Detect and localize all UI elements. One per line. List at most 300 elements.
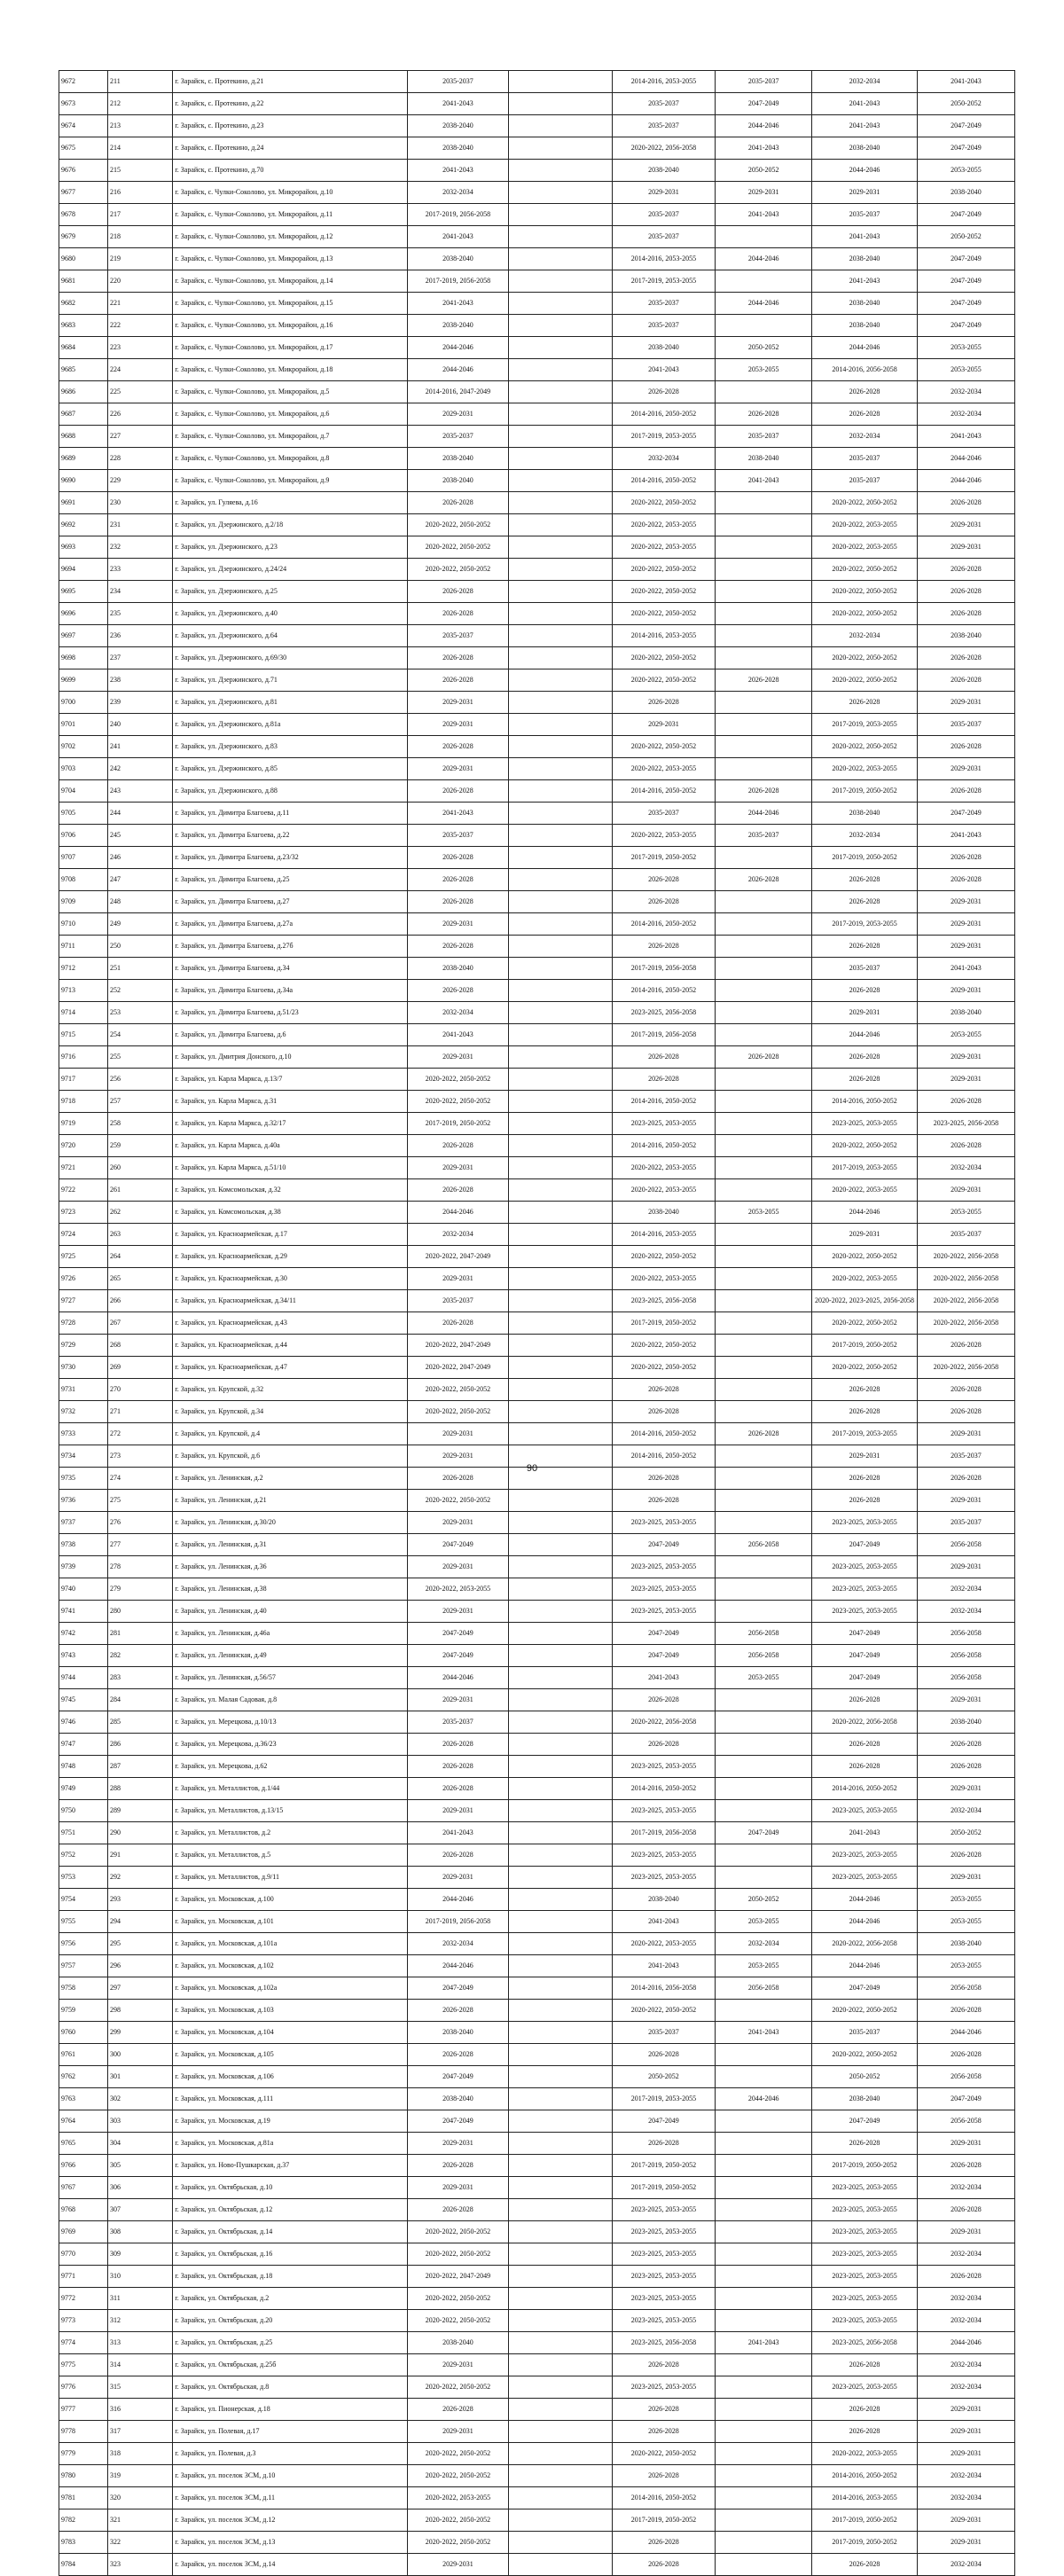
cell-address: г. Зарайск, ул. Дзержинского, д.69/30: [173, 647, 407, 669]
cell-row-number: 9673: [59, 93, 108, 115]
table-row: [59, 1246, 1015, 1268]
table-row: [59, 1556, 1015, 1578]
cell-item-number: 228: [108, 448, 173, 470]
cell-row-number: 9730: [59, 1357, 108, 1379]
cell-period-col-6: 2041-2043: [917, 825, 1014, 847]
cell-period-col-4: [716, 625, 812, 647]
cell-address: г. Зарайск, ул. Полевая, д.3: [173, 2443, 407, 2465]
cell-period-col-5: 2041-2043: [812, 226, 918, 248]
cell-item-number: 278: [108, 1556, 173, 1578]
cell-period-col-2: [509, 359, 613, 381]
cell-period-col-2: [509, 1113, 613, 1135]
cell-period-col-5: 2026-2028: [812, 1689, 918, 1711]
cell-address: г. Зарайск, ул. Димитра Благоева, д.6: [173, 1024, 407, 1046]
cell-period-col-2: [509, 2022, 613, 2044]
table-row: [59, 1113, 1015, 1135]
cell-period-col-6: 2032-2034: [917, 2376, 1014, 2399]
cell-period-col-1: 2044-2046: [407, 359, 508, 381]
cell-period-col-1: 2047-2049: [407, 2066, 508, 2088]
cell-period-col-2: [509, 936, 613, 958]
table-row: [59, 2044, 1015, 2066]
table-row: [59, 2221, 1015, 2243]
cell-period-col-3: 2023-2025, 2053-2055: [612, 1756, 716, 1778]
cell-period-col-3: 2047-2049: [612, 1623, 716, 1645]
cell-period-col-5: 2014-2016, 2053-2055: [812, 2487, 918, 2509]
cell-period-col-1: 2029-2031: [407, 1689, 508, 1711]
cell-row-number: 9781: [59, 2487, 108, 2509]
cell-period-col-4: 2044-2046: [716, 248, 812, 270]
cell-period-col-3: 2020-2022, 2053-2055: [612, 1179, 716, 1202]
cell-period-col-6: 2050-2052: [917, 1822, 1014, 1844]
cell-item-number: 245: [108, 825, 173, 847]
cell-period-col-1: 2044-2046: [407, 1955, 508, 1977]
cell-period-col-2: [509, 426, 613, 448]
cell-period-col-4: 2056-2058: [716, 1623, 812, 1645]
cell-period-col-4: 2032-2034: [716, 1933, 812, 1955]
cell-item-number: 310: [108, 2266, 173, 2288]
cell-period-col-5: 2041-2043: [812, 1822, 918, 1844]
cell-period-col-5: 2017-2019, 2050-2052: [812, 2155, 918, 2177]
cell-period-col-4: [716, 1091, 812, 1113]
table-row: [59, 359, 1015, 381]
cell-period-col-6: 2047-2049: [917, 2088, 1014, 2110]
cell-item-number: 261: [108, 1179, 173, 1202]
cell-address: г. Зарайск, ул. Дзержинского, д.40: [173, 603, 407, 625]
cell-item-number: 246: [108, 847, 173, 869]
cell-period-col-2: [509, 1933, 613, 1955]
cell-period-col-1: 2026-2028: [407, 492, 508, 514]
cell-period-col-4: 2056-2058: [716, 1977, 812, 2000]
cell-address: г. Зарайск, с. Чулки-Соколово, ул. Микрорайон, д.14: [173, 270, 407, 293]
cell-address: г. Зарайск, ул. Дзержинского, д.25: [173, 581, 407, 603]
cell-period-col-2: [509, 1490, 613, 1512]
cell-period-col-5: 2038-2040: [812, 2088, 918, 2110]
cell-row-number: 9719: [59, 1113, 108, 1135]
cell-period-col-1: 2020-2022, 2047-2049: [407, 2266, 508, 2288]
cell-item-number: 296: [108, 1955, 173, 1977]
cell-period-col-1: 2020-2022, 2050-2052: [407, 1379, 508, 1401]
cell-period-col-4: 2047-2049: [716, 93, 812, 115]
cell-period-col-5: 2020-2022, 2050-2052: [812, 603, 918, 625]
cell-row-number: 9740: [59, 1578, 108, 1601]
cell-row-number: 9691: [59, 492, 108, 514]
cell-period-col-3: 2026-2028: [612, 1468, 716, 1490]
table-row: [59, 71, 1015, 93]
table-row: [59, 581, 1015, 603]
cell-period-col-5: 2029-2031: [812, 1224, 918, 1246]
cell-address: г. Зарайск, ул. Московская, д.100: [173, 1889, 407, 1911]
cell-period-col-2: [509, 2110, 613, 2133]
cell-address: г. Зарайск, ул. Дзержинского, д.81: [173, 692, 407, 714]
cell-row-number: 9701: [59, 714, 108, 736]
cell-period-col-5: 2020-2022, 2053-2055: [812, 1179, 918, 1202]
cell-row-number: 9768: [59, 2199, 108, 2221]
cell-address: г. Зарайск, ул. Октябрьская, д.18: [173, 2266, 407, 2288]
cell-period-col-2: [509, 2177, 613, 2199]
cell-period-col-3: 2038-2040: [612, 1202, 716, 1224]
cell-period-col-2: [509, 1578, 613, 1601]
cell-period-col-4: [716, 2509, 812, 2532]
cell-period-col-6: 2047-2049: [917, 137, 1014, 160]
cell-address: г. Зарайск, ул. Ленинская, д.56/57: [173, 1667, 407, 1689]
cell-row-number: 9700: [59, 692, 108, 714]
cell-item-number: 322: [108, 2532, 173, 2554]
cell-address: г. Зарайск, ул. Октябрьская, д.8: [173, 2376, 407, 2399]
cell-period-col-1: 2020-2022, 2050-2052: [407, 2221, 508, 2243]
cell-item-number: 253: [108, 1002, 173, 1024]
cell-period-col-6: 2029-2031: [917, 2509, 1014, 2532]
cell-period-col-5: 2014-2016, 2056-2058: [812, 359, 918, 381]
cell-period-col-4: [716, 2221, 812, 2243]
cell-period-col-1: 2029-2031: [407, 1046, 508, 1069]
cell-period-col-3: 2026-2028: [612, 381, 716, 403]
cell-row-number: 9765: [59, 2133, 108, 2155]
cell-period-col-1: 2026-2028: [407, 736, 508, 758]
cell-address: г. Зарайск, ул. Димитра Благоева, д.34: [173, 958, 407, 980]
cell-period-col-6: 2047-2049: [917, 293, 1014, 315]
table-row: [59, 1867, 1015, 1889]
cell-address: г. Зарайск, с. Чулки-Соколово, ул. Микрорайон, д.9: [173, 470, 407, 492]
cell-item-number: 301: [108, 2066, 173, 2088]
cell-period-col-2: [509, 692, 613, 714]
cell-row-number: 9760: [59, 2022, 108, 2044]
cell-row-number: 9724: [59, 1224, 108, 1246]
cell-period-col-2: [509, 204, 613, 226]
table-row: [59, 1977, 1015, 2000]
cell-period-col-6: 2029-2031: [917, 1556, 1014, 1578]
cell-period-col-2: [509, 2288, 613, 2310]
cell-address: г. Зарайск, с. Чулки-Соколово, ул. Микрорайон, д.6: [173, 403, 407, 426]
cell-period-col-5: 2020-2022, 2050-2052: [812, 559, 918, 581]
cell-period-col-6: 2026-2028: [917, 1844, 1014, 1867]
cell-item-number: 289: [108, 1800, 173, 1822]
cell-row-number: 9684: [59, 337, 108, 359]
cell-item-number: 312: [108, 2310, 173, 2332]
cell-period-col-5: 2029-2031: [812, 182, 918, 204]
cell-period-col-6: 2026-2028: [917, 1135, 1014, 1157]
cell-period-col-5: 2020-2022, 2053-2055: [812, 536, 918, 559]
cell-period-col-4: [716, 2421, 812, 2443]
cell-period-col-2: [509, 160, 613, 182]
cell-period-col-4: 2053-2055: [716, 1202, 812, 1224]
cell-period-col-4: [716, 1157, 812, 1179]
cell-address: г. Зарайск, ул. Дмитрия Донского, д.10: [173, 1046, 407, 1069]
cell-period-col-6: 2029-2031: [917, 1778, 1014, 1800]
table-row: [59, 758, 1015, 780]
cell-row-number: 9773: [59, 2310, 108, 2332]
cell-period-col-3: 2023-2025, 2053-2055: [612, 2376, 716, 2399]
cell-period-col-3: 2023-2025, 2053-2055: [612, 2288, 716, 2310]
cell-address: г. Зарайск, ул. Ленинская, д.2: [173, 1468, 407, 1490]
cell-period-col-3: 2017-2019, 2050-2052: [612, 847, 716, 869]
cell-period-col-1: 2026-2028: [407, 847, 508, 869]
table-row: [59, 647, 1015, 669]
table-row: [59, 426, 1015, 448]
table-row: [59, 137, 1015, 160]
cell-period-col-1: 2029-2031: [407, 692, 508, 714]
cell-item-number: 260: [108, 1157, 173, 1179]
cell-address: г. Зарайск, ул. Крупской, д.32: [173, 1379, 407, 1401]
cell-address: г. Зарайск, ул. Димитра Благоева, д.25: [173, 869, 407, 891]
cell-item-number: 250: [108, 936, 173, 958]
table-row: [59, 2399, 1015, 2421]
cell-period-col-4: 2041-2043: [716, 470, 812, 492]
cell-address: г. Зарайск, с. Протекино, д.70: [173, 160, 407, 182]
cell-period-col-4: [716, 1246, 812, 1268]
cell-period-col-2: [509, 1756, 613, 1778]
cell-period-col-6: 2032-2034: [917, 2243, 1014, 2266]
cell-period-col-6: 2032-2034: [917, 2554, 1014, 2576]
cell-period-col-3: 2020-2022, 2056-2058: [612, 137, 716, 160]
cell-address: г. Зарайск, ул. Октябрьская, д.2: [173, 2288, 407, 2310]
cell-period-col-5: 2035-2037: [812, 204, 918, 226]
cell-period-col-1: 2029-2031: [407, 1556, 508, 1578]
cell-period-col-4: 2041-2043: [716, 137, 812, 160]
cell-address: г. Зарайск, ул. Пионерская, д.18: [173, 2399, 407, 2421]
cell-row-number: 9688: [59, 426, 108, 448]
cell-period-col-6: 2038-2040: [917, 1711, 1014, 1734]
cell-period-col-3: 2020-2022, 2050-2052: [612, 736, 716, 758]
cell-period-col-4: 2053-2055: [716, 1911, 812, 1933]
cell-row-number: 9742: [59, 1623, 108, 1645]
cell-period-col-6: 2020-2022, 2056-2058: [917, 1290, 1014, 1312]
cell-period-col-3: 2026-2028: [612, 1490, 716, 1512]
table-row: [59, 803, 1015, 825]
cell-period-col-3: 2014-2016, 2050-2052: [612, 1091, 716, 1113]
cell-period-col-4: [716, 1135, 812, 1157]
cell-address: г. Зарайск, ул. Димитра Благоева, д.27б: [173, 936, 407, 958]
cell-period-col-6: 2041-2043: [917, 958, 1014, 980]
cell-item-number: 304: [108, 2133, 173, 2155]
cell-period-col-6: 2047-2049: [917, 803, 1014, 825]
cell-row-number: 9779: [59, 2443, 108, 2465]
cell-item-number: 221: [108, 293, 173, 315]
cell-period-col-1: 2047-2049: [407, 1623, 508, 1645]
cell-row-number: 9754: [59, 1889, 108, 1911]
cell-item-number: 272: [108, 1423, 173, 1445]
cell-period-col-3: 2020-2022, 2053-2055: [612, 514, 716, 536]
cell-address: г. Зарайск, ул. Крупской, д.6: [173, 1445, 407, 1468]
cell-period-col-4: [716, 647, 812, 669]
cell-period-col-5: 2023-2025, 2053-2055: [812, 1578, 918, 1601]
cell-item-number: 251: [108, 958, 173, 980]
table-row: [59, 2509, 1015, 2532]
cell-period-col-5: 2020-2022, 2056-2058: [812, 1711, 918, 1734]
table-row: [59, 2199, 1015, 2221]
cell-period-col-5: 2020-2022, 2050-2052: [812, 2044, 918, 2066]
cell-row-number: 9689: [59, 448, 108, 470]
cell-item-number: 295: [108, 1933, 173, 1955]
cell-period-col-4: [716, 1357, 812, 1379]
cell-period-col-6: 2026-2028: [917, 1468, 1014, 1490]
cell-item-number: 307: [108, 2199, 173, 2221]
cell-row-number: 9721: [59, 1157, 108, 1179]
cell-period-col-4: 2035-2037: [716, 71, 812, 93]
cell-address: г. Зарайск, ул. Димитра Благоева, д.23/32: [173, 847, 407, 869]
cell-period-col-6: 2029-2031: [917, 936, 1014, 958]
cell-item-number: 274: [108, 1468, 173, 1490]
cell-period-col-5: 2020-2022, 2050-2052: [812, 647, 918, 669]
cell-period-col-4: [716, 1689, 812, 1711]
cell-period-col-3: 2020-2022, 2050-2052: [612, 2000, 716, 2022]
cell-item-number: 224: [108, 359, 173, 381]
cell-period-col-4: [716, 1756, 812, 1778]
cell-period-col-3: 2047-2049: [612, 2110, 716, 2133]
cell-period-col-5: 2029-2031: [812, 1002, 918, 1024]
cell-period-col-4: [716, 1601, 812, 1623]
table-row: [59, 1069, 1015, 1091]
cell-period-col-3: 2014-2016, 2050-2052: [612, 913, 716, 936]
cell-period-col-6: 2053-2055: [917, 1911, 1014, 1933]
cell-item-number: 247: [108, 869, 173, 891]
cell-period-col-1: 2020-2022, 2050-2052: [407, 2509, 508, 2532]
cell-period-col-2: [509, 1844, 613, 1867]
cell-address: г. Зарайск, ул. Дзержинского, д.81а: [173, 714, 407, 736]
cell-period-col-2: [509, 536, 613, 559]
cell-period-col-2: [509, 1822, 613, 1844]
table-row: [59, 448, 1015, 470]
cell-period-col-1: 2020-2022, 2050-2052: [407, 2443, 508, 2465]
table-row: [59, 2421, 1015, 2443]
cell-row-number: 9694: [59, 559, 108, 581]
cell-period-col-6: 2029-2031: [917, 2532, 1014, 2554]
cell-row-number: 9744: [59, 1667, 108, 1689]
cell-period-col-2: [509, 1977, 613, 2000]
cell-period-col-5: 2017-2019, 2050-2052: [812, 847, 918, 869]
table-row: [59, 1335, 1015, 1357]
cell-row-number: 9757: [59, 1955, 108, 1977]
cell-row-number: 9755: [59, 1911, 108, 1933]
cell-period-col-5: 2026-2028: [812, 1490, 918, 1512]
cell-period-col-6: 2038-2040: [917, 1933, 1014, 1955]
cell-address: г. Зарайск, ул. Малая Садовая, д.8: [173, 1689, 407, 1711]
cell-period-col-2: [509, 248, 613, 270]
cell-period-col-4: 2047-2049: [716, 1822, 812, 1844]
cell-period-col-6: 2026-2028: [917, 647, 1014, 669]
cell-period-col-1: 2026-2028: [407, 1778, 508, 1800]
cell-row-number: 9712: [59, 958, 108, 980]
table-row: [59, 226, 1015, 248]
cell-period-col-4: [716, 315, 812, 337]
cell-period-col-4: 2026-2028: [716, 869, 812, 891]
cell-period-col-1: 2026-2028: [407, 2199, 508, 2221]
cell-period-col-4: 2053-2055: [716, 1955, 812, 1977]
cell-period-col-5: 2047-2049: [812, 1623, 918, 1645]
cell-period-col-1: 2026-2028: [407, 1734, 508, 1756]
cell-period-col-2: [509, 780, 613, 803]
cell-period-col-3: 2020-2022, 2050-2052: [612, 1357, 716, 1379]
table-row: [59, 603, 1015, 625]
cell-address: г. Зарайск, ул. Октябрьская, д.10: [173, 2177, 407, 2199]
cell-period-col-3: 2035-2037: [612, 315, 716, 337]
cell-period-col-2: [509, 182, 613, 204]
cell-row-number: 9708: [59, 869, 108, 891]
cell-row-number: 9729: [59, 1335, 108, 1357]
cell-period-col-1: 2026-2028: [407, 1468, 508, 1490]
cell-period-col-1: 2029-2031: [407, 2133, 508, 2155]
cell-period-col-2: [509, 913, 613, 936]
cell-item-number: 257: [108, 1091, 173, 1113]
cell-period-col-3: 2020-2022, 2050-2052: [612, 647, 716, 669]
cell-period-col-5: 2026-2028: [812, 891, 918, 913]
cell-period-col-5: 2020-2022, 2050-2052: [812, 669, 918, 692]
cell-row-number: 9759: [59, 2000, 108, 2022]
table-row: [59, 1312, 1015, 1335]
cell-row-number: 9735: [59, 1468, 108, 1490]
cell-period-col-4: 2026-2028: [716, 1046, 812, 1069]
cell-period-col-6: 2044-2046: [917, 2332, 1014, 2354]
cell-address: г. Зарайск, ул. Московская, д.111: [173, 2088, 407, 2110]
cell-period-col-2: [509, 1423, 613, 1445]
cell-period-col-5: 2020-2022, 2050-2052: [812, 1357, 918, 1379]
cell-period-col-1: 2032-2034: [407, 1224, 508, 1246]
cell-item-number: 211: [108, 71, 173, 93]
cell-period-col-2: [509, 1800, 613, 1822]
cell-period-col-3: 2020-2022, 2050-2052: [612, 2443, 716, 2465]
cell-period-col-4: 2050-2052: [716, 160, 812, 182]
cell-period-col-6: 2026-2028: [917, 1091, 1014, 1113]
cell-address: г. Зарайск, ул. Ленинская, д.31: [173, 1534, 407, 1556]
cell-row-number: 9714: [59, 1002, 108, 1024]
cell-period-col-3: 2026-2028: [612, 1401, 716, 1423]
table-row: [59, 1135, 1015, 1157]
cell-item-number: 318: [108, 2443, 173, 2465]
cell-item-number: 220: [108, 270, 173, 293]
cell-period-col-2: [509, 2243, 613, 2266]
cell-period-col-6: 2032-2034: [917, 403, 1014, 426]
cell-period-col-5: 2035-2037: [812, 470, 918, 492]
cell-address: г. Зарайск, с. Чулки-Соколово, ул. Микрорайон, д.13: [173, 248, 407, 270]
cell-period-col-4: [716, 2443, 812, 2465]
cell-item-number: 309: [108, 2243, 173, 2266]
cell-row-number: 9675: [59, 137, 108, 160]
cell-item-number: 281: [108, 1623, 173, 1645]
cell-period-col-1: 2041-2043: [407, 160, 508, 182]
cell-period-col-1: 2029-2031: [407, 1445, 508, 1468]
cell-row-number: 9698: [59, 647, 108, 669]
cell-period-col-5: 2017-2019, 2053-2055: [812, 714, 918, 736]
cell-period-col-4: 2053-2055: [716, 359, 812, 381]
cell-item-number: 284: [108, 1689, 173, 1711]
cell-address: г. Зарайск, ул. Октябрьская, д.12: [173, 2199, 407, 2221]
cell-period-col-2: [509, 1179, 613, 1202]
cell-period-col-5: 2023-2025, 2053-2055: [812, 1867, 918, 1889]
cell-period-col-2: [509, 71, 613, 93]
cell-period-col-4: [716, 559, 812, 581]
cell-address: г. Зарайск, ул. Московская, д.19: [173, 2110, 407, 2133]
cell-period-col-3: 2014-2016, 2050-2052: [612, 1423, 716, 1445]
cell-period-col-6: 2029-2031: [917, 1179, 1014, 1202]
cell-item-number: 264: [108, 1246, 173, 1268]
cell-item-number: 238: [108, 669, 173, 692]
cell-row-number: 9731: [59, 1379, 108, 1401]
cell-period-col-5: 2044-2046: [812, 1024, 918, 1046]
cell-period-col-6: 2032-2034: [917, 2288, 1014, 2310]
cell-period-col-1: 2020-2022, 2050-2052: [407, 1091, 508, 1113]
cell-period-col-2: [509, 2088, 613, 2110]
cell-address: г. Зарайск, ул. поселок ЗСМ, д.11: [173, 2487, 407, 2509]
cell-address: г. Зарайск, ул. Комсомольская, д.38: [173, 1202, 407, 1224]
cell-row-number: 9674: [59, 115, 108, 137]
cell-period-col-6: 2029-2031: [917, 758, 1014, 780]
cell-row-number: 9710: [59, 913, 108, 936]
cell-row-number: 9680: [59, 248, 108, 270]
cell-period-col-2: [509, 2399, 613, 2421]
cell-period-col-4: [716, 381, 812, 403]
cell-period-col-6: 2029-2031: [917, 913, 1014, 936]
cell-period-col-6: 2047-2049: [917, 270, 1014, 293]
cell-item-number: 248: [108, 891, 173, 913]
